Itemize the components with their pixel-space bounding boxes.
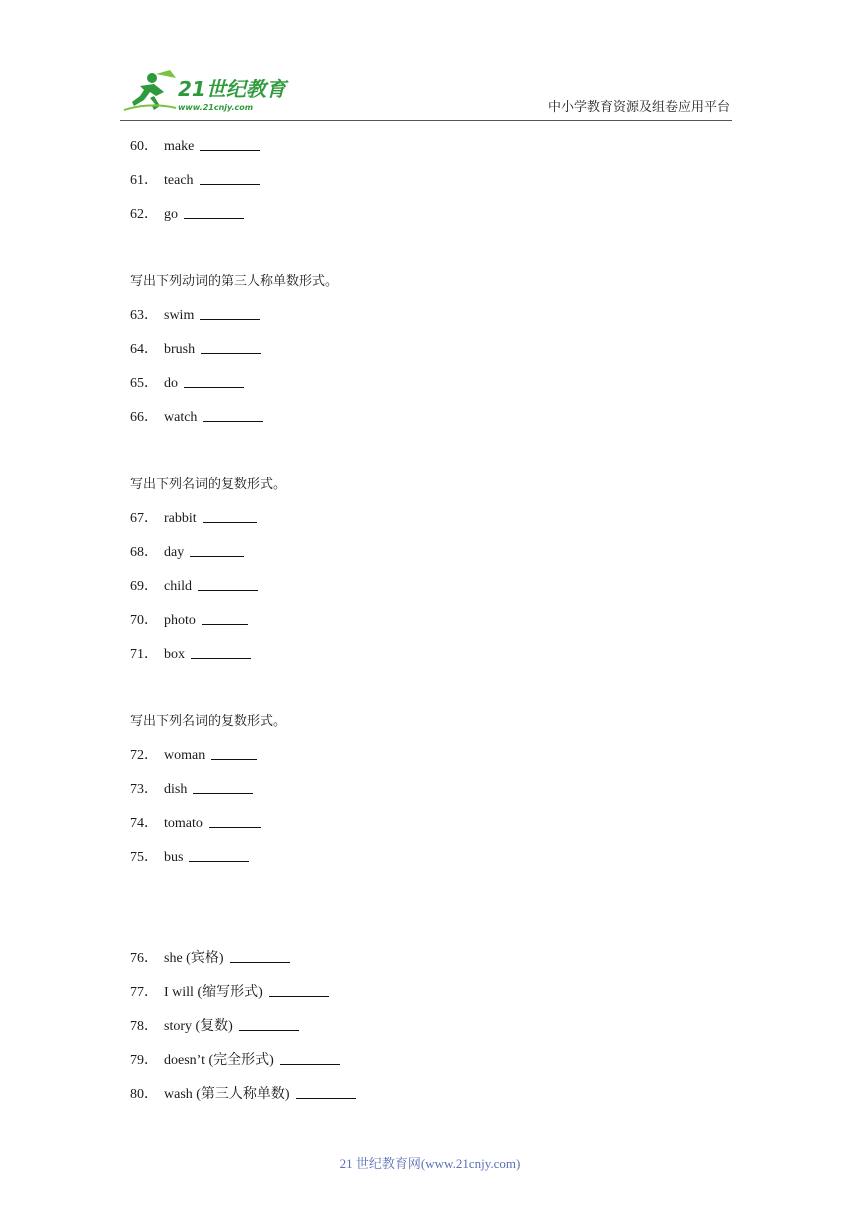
question-item: 60． make [130, 130, 750, 164]
answer-blank[interactable] [184, 204, 244, 219]
answer-blank[interactable] [190, 542, 244, 557]
question-item: 64． brush [130, 333, 750, 367]
runner-logo-icon [120, 66, 290, 116]
answer-blank[interactable] [203, 508, 257, 523]
answer-blank[interactable] [269, 982, 329, 997]
answer-blank[interactable] [198, 576, 258, 591]
question-item: 67． rabbit [130, 502, 750, 536]
question-item: 76． she (宾格) [130, 942, 750, 976]
svg-text:www.21cnjy.com: www.21cnjy.com [178, 103, 254, 112]
question-item: 65． do [130, 367, 750, 401]
section-instruction: 写出下列动词的第三人称单数形式。 [130, 274, 339, 289]
section-instruction: 写出下列名词的复数形式。 [130, 477, 287, 492]
question-item: 70． photo [130, 604, 750, 638]
answer-blank[interactable] [280, 1050, 340, 1065]
question-item: 71． box [130, 638, 750, 672]
header-divider [120, 120, 732, 121]
section-instruction: 写出下列名词的复数形式。 [130, 714, 287, 729]
question-item: 62． go [130, 198, 750, 232]
answer-blank[interactable] [193, 779, 253, 794]
question-item: 66． watch [130, 401, 750, 435]
page-footer: 21 世纪教育网(www.21cnjy.com) [339, 1156, 521, 1171]
exercise-content [130, 130, 750, 1112]
answer-blank[interactable] [239, 1016, 299, 1031]
answer-blank[interactable] [202, 610, 248, 625]
answer-blank[interactable] [201, 339, 261, 354]
svg-text:21世纪教育: 21世纪教育 [178, 77, 286, 101]
answer-blank[interactable] [230, 948, 290, 963]
question-item: 78． story (复数) [130, 1010, 750, 1044]
answer-blank[interactable] [189, 847, 249, 862]
question-item: 69． child [130, 570, 750, 604]
site-logo [120, 66, 290, 116]
answer-blank[interactable] [209, 813, 261, 828]
question-item: 74． tomato [130, 807, 750, 841]
page-header [0, 0, 860, 125]
answer-blank[interactable] [211, 745, 257, 760]
question-item: 79． doesn’t (完全形式) [130, 1044, 750, 1078]
answer-blank[interactable] [191, 644, 251, 659]
question-item: 80． wash (第三人称单数) [130, 1078, 750, 1112]
question-item: 75． bus [130, 841, 750, 875]
platform-tagline: 中小学教育资源及组卷应用平台 [547, 100, 730, 115]
question-item: 77． I will (缩写形式) [130, 976, 750, 1010]
question-item: 68． day [130, 536, 750, 570]
answer-blank[interactable] [184, 373, 244, 388]
question-item: 61． teach [130, 164, 750, 198]
answer-blank[interactable] [200, 136, 260, 151]
answer-blank[interactable] [200, 305, 260, 320]
answer-blank[interactable] [296, 1084, 356, 1099]
answer-blank[interactable] [203, 407, 263, 422]
question-item: 72． woman [130, 739, 750, 773]
question-item: 73． dish [130, 773, 750, 807]
question-item: 63． swim [130, 299, 750, 333]
answer-blank[interactable] [200, 170, 260, 185]
